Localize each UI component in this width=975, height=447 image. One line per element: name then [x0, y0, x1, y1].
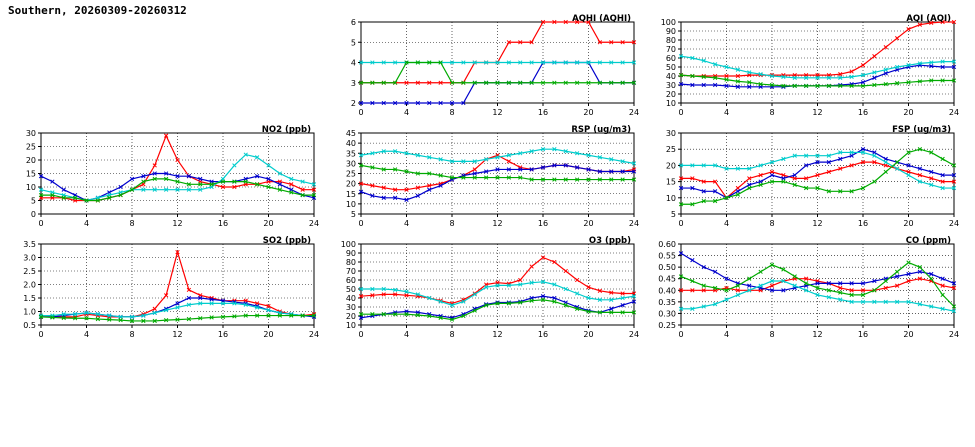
- chart-panel-aqi: [655, 14, 960, 119]
- chart-svg-aqhi: [335, 14, 640, 119]
- svg-text:2.5: 2.5: [23, 267, 36, 276]
- svg-text:0: 0: [30, 210, 36, 219]
- chart-svg-fsp: [655, 125, 960, 230]
- svg-text:24: 24: [308, 330, 320, 339]
- svg-text:20: 20: [903, 219, 914, 228]
- svg-text:4: 4: [350, 58, 356, 68]
- chart-title-aqi: AQI (AQI): [906, 14, 951, 24]
- svg-text:20: 20: [903, 108, 914, 117]
- svg-text:5: 5: [670, 210, 676, 219]
- svg-text:8: 8: [769, 219, 775, 228]
- svg-text:0.25: 0.25: [658, 321, 676, 330]
- svg-text:4: 4: [403, 330, 410, 339]
- svg-text:24: 24: [948, 108, 960, 117]
- chart-title-aqhi: AQHI (AQHI): [572, 14, 631, 24]
- svg-text:20: 20: [263, 330, 274, 339]
- svg-text:0: 0: [38, 330, 44, 339]
- chart-svg-o3: [335, 236, 640, 341]
- chart-panel-fsp: [655, 125, 960, 230]
- svg-text:0.40: 0.40: [658, 286, 676, 296]
- svg-text:10: 10: [25, 183, 36, 192]
- chart-title-fsp: FSP (ug/m3): [892, 125, 951, 135]
- svg-text:6: 6: [350, 18, 356, 27]
- svg-text:16: 16: [537, 330, 549, 339]
- svg-text:70: 70: [665, 45, 676, 54]
- page-title: Southern, 20260309-20260312: [8, 4, 187, 17]
- svg-text:15: 15: [25, 169, 36, 179]
- svg-text:0: 0: [678, 219, 684, 228]
- svg-text:4: 4: [723, 330, 730, 339]
- svg-text:24: 24: [948, 330, 960, 339]
- svg-text:45: 45: [345, 129, 356, 138]
- svg-text:10: 10: [665, 193, 676, 203]
- svg-text:70: 70: [345, 267, 356, 276]
- svg-text:4: 4: [83, 330, 90, 339]
- svg-text:10: 10: [345, 199, 356, 209]
- svg-text:0: 0: [678, 108, 684, 117]
- chart-title-no2: NO2 (ppb): [261, 125, 311, 135]
- svg-text:90: 90: [345, 249, 356, 258]
- chart-svg-rsp: [335, 125, 640, 230]
- svg-text:0.35: 0.35: [658, 297, 676, 307]
- svg-text:0: 0: [358, 108, 364, 117]
- svg-text:0: 0: [38, 219, 44, 228]
- svg-text:20: 20: [665, 161, 676, 171]
- svg-text:12: 12: [812, 108, 823, 117]
- chart-title-rsp: RSP (ug/m3): [571, 125, 631, 135]
- svg-text:10: 10: [345, 321, 356, 330]
- svg-text:0: 0: [678, 330, 684, 339]
- svg-text:12: 12: [172, 219, 183, 228]
- svg-text:8: 8: [449, 108, 455, 117]
- svg-text:4: 4: [723, 219, 730, 228]
- svg-text:3: 3: [350, 78, 356, 88]
- chart-svg-so2: [15, 236, 320, 341]
- svg-text:16: 16: [217, 330, 229, 339]
- svg-text:30: 30: [665, 81, 676, 90]
- svg-text:90: 90: [665, 27, 676, 36]
- svg-text:20: 20: [25, 156, 36, 165]
- svg-text:25: 25: [665, 145, 676, 155]
- svg-text:0.60: 0.60: [658, 240, 676, 249]
- svg-text:4: 4: [403, 108, 410, 117]
- svg-text:5: 5: [350, 38, 356, 48]
- svg-text:4: 4: [403, 219, 410, 228]
- chart-svg-aqi: [655, 14, 960, 119]
- svg-text:20: 20: [665, 90, 676, 99]
- svg-text:12: 12: [812, 219, 823, 228]
- svg-text:80: 80: [665, 36, 676, 45]
- svg-text:24: 24: [308, 219, 320, 228]
- svg-text:8: 8: [129, 219, 135, 228]
- svg-text:40: 40: [345, 139, 356, 149]
- chart-panel-co: [655, 236, 960, 341]
- svg-text:24: 24: [628, 108, 640, 117]
- svg-text:2.0: 2.0: [23, 280, 36, 290]
- svg-text:0.50: 0.50: [658, 263, 676, 273]
- svg-text:24: 24: [628, 330, 640, 339]
- svg-text:5: 5: [350, 210, 356, 219]
- chart-title-so2: SO2 (ppb): [262, 236, 311, 246]
- svg-text:16: 16: [857, 108, 869, 117]
- chart-panel-o3: [335, 236, 640, 341]
- svg-text:4: 4: [723, 108, 730, 117]
- svg-text:25: 25: [345, 169, 356, 179]
- svg-text:35: 35: [345, 149, 356, 159]
- svg-text:100: 100: [340, 240, 356, 249]
- chart-panel-rsp: [335, 125, 640, 230]
- svg-text:15: 15: [345, 189, 356, 199]
- svg-text:60: 60: [345, 276, 356, 285]
- svg-text:20: 20: [583, 219, 594, 228]
- svg-text:16: 16: [537, 219, 549, 228]
- svg-text:1.5: 1.5: [23, 294, 36, 303]
- svg-text:1.0: 1.0: [23, 307, 36, 317]
- svg-text:24: 24: [628, 219, 640, 228]
- chart-panel-aqhi: [335, 14, 640, 119]
- svg-text:4: 4: [83, 219, 90, 228]
- chart-svg-no2: [15, 125, 320, 230]
- svg-text:20: 20: [345, 312, 356, 321]
- svg-text:15: 15: [665, 177, 676, 187]
- svg-text:12: 12: [812, 330, 823, 339]
- chart-panel-so2: [15, 236, 320, 341]
- svg-text:30: 30: [345, 303, 356, 312]
- svg-text:12: 12: [492, 330, 503, 339]
- svg-text:20: 20: [583, 108, 594, 117]
- svg-text:40: 40: [665, 72, 676, 81]
- svg-text:8: 8: [769, 330, 775, 339]
- chart-title-co: CO (ppm): [905, 236, 951, 246]
- svg-text:60: 60: [665, 54, 676, 63]
- svg-text:24: 24: [948, 219, 960, 228]
- svg-text:12: 12: [492, 108, 503, 117]
- svg-text:0.5: 0.5: [23, 321, 36, 330]
- svg-text:20: 20: [903, 330, 914, 339]
- svg-text:8: 8: [449, 219, 455, 228]
- svg-text:0: 0: [358, 219, 364, 228]
- svg-text:12: 12: [172, 330, 183, 339]
- chart-panel-no2: [15, 125, 320, 230]
- svg-text:20: 20: [345, 179, 356, 189]
- svg-text:16: 16: [217, 219, 229, 228]
- svg-text:100: 100: [660, 18, 676, 27]
- svg-text:30: 30: [665, 129, 676, 138]
- chart-title-o3: O3 (ppb): [588, 236, 631, 246]
- svg-text:20: 20: [263, 219, 274, 228]
- svg-text:0.45: 0.45: [658, 274, 676, 284]
- svg-text:16: 16: [537, 108, 549, 117]
- svg-text:80: 80: [345, 258, 356, 267]
- svg-text:30: 30: [25, 129, 36, 138]
- svg-text:16: 16: [857, 219, 869, 228]
- svg-text:20: 20: [583, 330, 594, 339]
- svg-text:0.55: 0.55: [658, 251, 676, 261]
- svg-text:50: 50: [345, 285, 356, 294]
- svg-text:3.5: 3.5: [23, 240, 36, 249]
- svg-text:3.0: 3.0: [23, 253, 36, 263]
- svg-text:10: 10: [665, 99, 676, 108]
- svg-text:8: 8: [129, 330, 135, 339]
- svg-text:0: 0: [358, 330, 364, 339]
- svg-text:25: 25: [25, 142, 36, 152]
- chart-svg-co: [655, 236, 960, 341]
- svg-text:50: 50: [665, 63, 676, 72]
- svg-text:2: 2: [350, 99, 356, 108]
- svg-text:12: 12: [492, 219, 503, 228]
- svg-text:8: 8: [769, 108, 775, 117]
- svg-text:30: 30: [345, 159, 356, 169]
- svg-text:16: 16: [857, 330, 869, 339]
- svg-text:8: 8: [449, 330, 455, 339]
- svg-text:40: 40: [345, 294, 356, 303]
- svg-text:0.30: 0.30: [658, 309, 676, 319]
- svg-text:5: 5: [30, 196, 36, 206]
